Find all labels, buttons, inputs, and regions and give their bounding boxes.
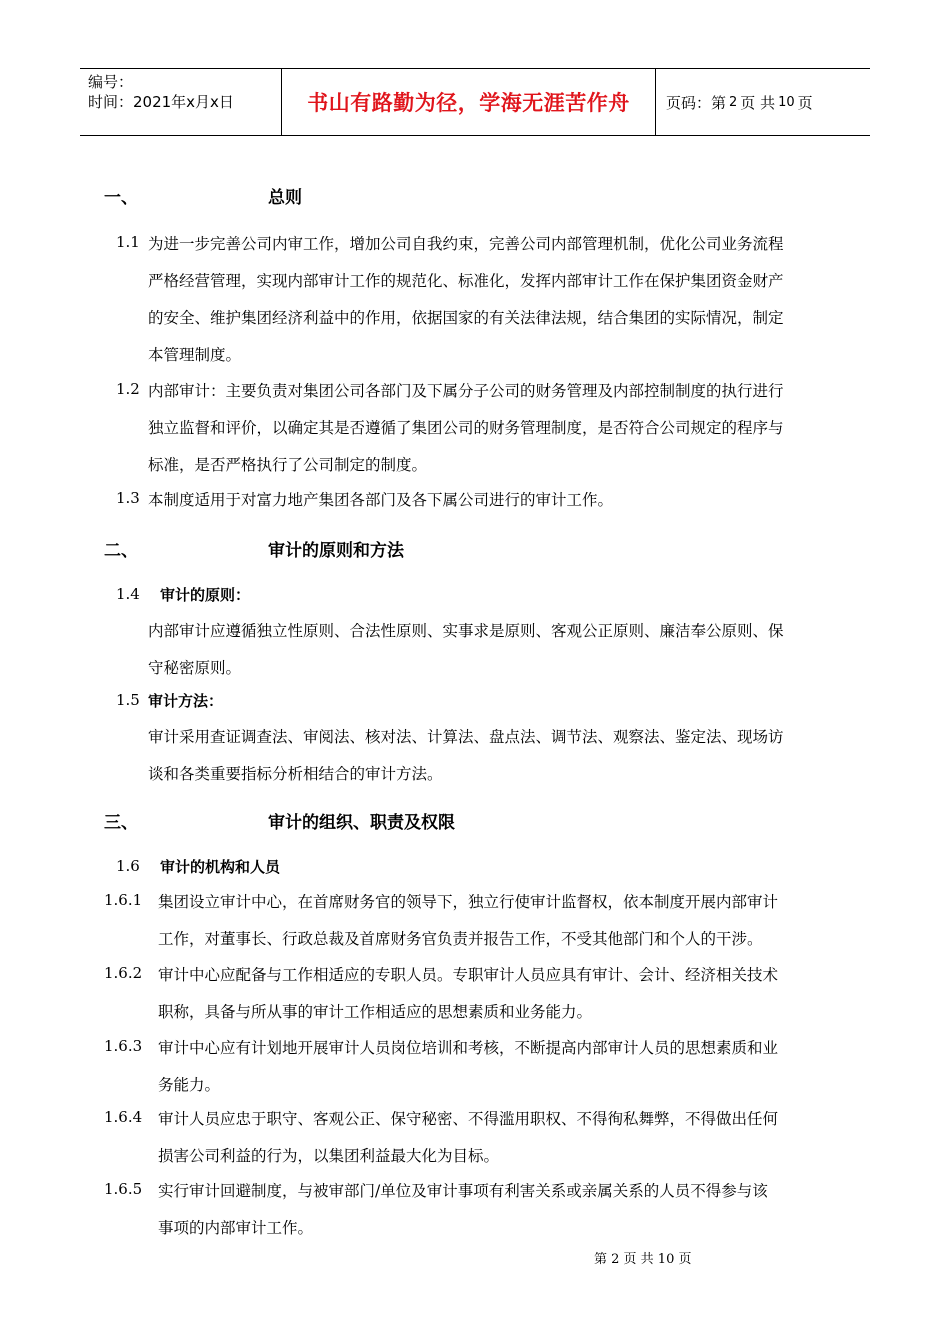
document-header: [80, 68, 870, 136]
clause-number: 1.6.5: [104, 1180, 143, 1198]
page-prefix: 页码：第: [666, 93, 727, 112]
section-3-title: 审计的组织、职责及权限: [268, 813, 455, 833]
section-1-title: 总则: [268, 188, 302, 208]
clause-line: 职称，具备与所从事的审计工作相适应的思想素质和业务能力。: [158, 1003, 593, 1021]
section-1-number: 一、: [104, 188, 138, 208]
page-suffix: 页: [797, 93, 813, 112]
page-total: 10: [778, 94, 795, 110]
clause-line: 审计中心应有计划地开展审计人员岗位培训和考核，不断提高内部审计人员的思想素质和业: [158, 1039, 779, 1057]
clause-line: 集团设立审计中心，在首席财务官的领导下，独立行使审计监督权，依本制度开展内部审计: [158, 893, 779, 911]
clause-line: 事项的内部审计工作。: [158, 1219, 314, 1237]
subsection-title: 审计的原则：: [160, 586, 251, 604]
clause-number: 1.2: [116, 380, 140, 398]
clause-number: 1.3: [116, 489, 140, 507]
clause-line: 为进一步完善公司内审工作，增加公司自我约束，完善公司内部管理机制，优化公司业务流程: [148, 235, 784, 253]
section-3-number: 三、: [104, 813, 138, 833]
number-label: 编号：: [88, 73, 134, 91]
clause-line: 内部审计：主要负责对集团公司各部门及下属分子公司的财务管理及内部控制制度的执行进行: [148, 382, 784, 400]
subsection-number: 1.4: [116, 585, 140, 603]
section-2-number: 二、: [104, 541, 138, 561]
clause-line: 本管理制度。: [148, 346, 242, 364]
clause-line: 务能力。: [158, 1076, 221, 1094]
clause-line: 守秘密原则。: [148, 659, 242, 677]
clause-line: 独立监督和评价，以确定其是否遵循了集团公司的财务管理制度，是否符合公司规定的程序与: [148, 419, 784, 437]
time-label: 时间：2021年x月x日: [88, 93, 234, 111]
clause-number: 1.6.1: [104, 891, 143, 909]
clause-number: 1.6.3: [104, 1037, 143, 1055]
subsection-title: 审计的机构和人员: [160, 858, 281, 876]
clause-number: 1.1: [116, 233, 140, 251]
clause-line: 的安全、维护集团经济利益中的作用，依据国家的有关法律法规，结合集团的实际情况，制定: [148, 309, 784, 327]
clause-line: 严格经营管理，实现内部审计工作的规范化、标准化，发挥内部审计工作在保护集团资金财产: [148, 272, 784, 290]
clause-line: 损害公司利益的行为，以集团利益最大化为目标。: [158, 1147, 500, 1165]
clause-line: 本制度适用于对富力地产集团各部门及各下属公司进行的审计工作。: [148, 491, 614, 509]
subsection-number: 1.6: [116, 857, 140, 875]
page-middle: 页 共: [740, 93, 776, 112]
clause-line: 审计采用查证调查法、审阅法、核对法、计算法、盘点法、调节法、观察法、鉴定法、现场访: [148, 728, 784, 746]
subsection-number: 1.5: [116, 691, 140, 709]
clause-number: 1.6.2: [104, 964, 143, 982]
header-page-info: [656, 69, 870, 135]
clause-line: 审计中心应配备与工作相适应的专职人员。专职审计人员应具有审计、会计、经济相关技术: [158, 966, 779, 984]
section-2-title: 审计的原则和方法: [268, 541, 404, 561]
clause-line: 实行审计回避制度，与被审部门/单位及审计事项有利害关系或亲属关系的人员不得参与该: [158, 1182, 768, 1200]
clause-number: 1.6.4: [104, 1108, 143, 1126]
clause-line: 工作，对董事长、行政总裁及首席财务官负责并报告工作，不受其他部门和个人的干涉。: [158, 930, 763, 948]
clause-line: 标准，是否严格执行了公司制定的制度。: [148, 456, 428, 474]
header-motto: 书山有路勤为径，学海无涯苦作舟: [282, 69, 656, 135]
clause-line: 内部审计应遵循独立性原则、合法性原则、实事求是原则、客观公正原则、廉洁奉公原则、保: [148, 622, 784, 640]
page-current: 2: [729, 94, 738, 110]
clause-line: 审计人员应忠于职守、客观公正、保守秘密、不得滥用职权、不得徇私舞弊，不得做出任何: [158, 1110, 779, 1128]
header-meta: [80, 69, 282, 135]
clause-line: 谈和各类重要指标分析相结合的审计方法。: [148, 765, 443, 783]
subsection-title: 审计方法：: [148, 692, 224, 710]
page-footer: 第 2 页 共 10 页: [594, 1252, 692, 1267]
